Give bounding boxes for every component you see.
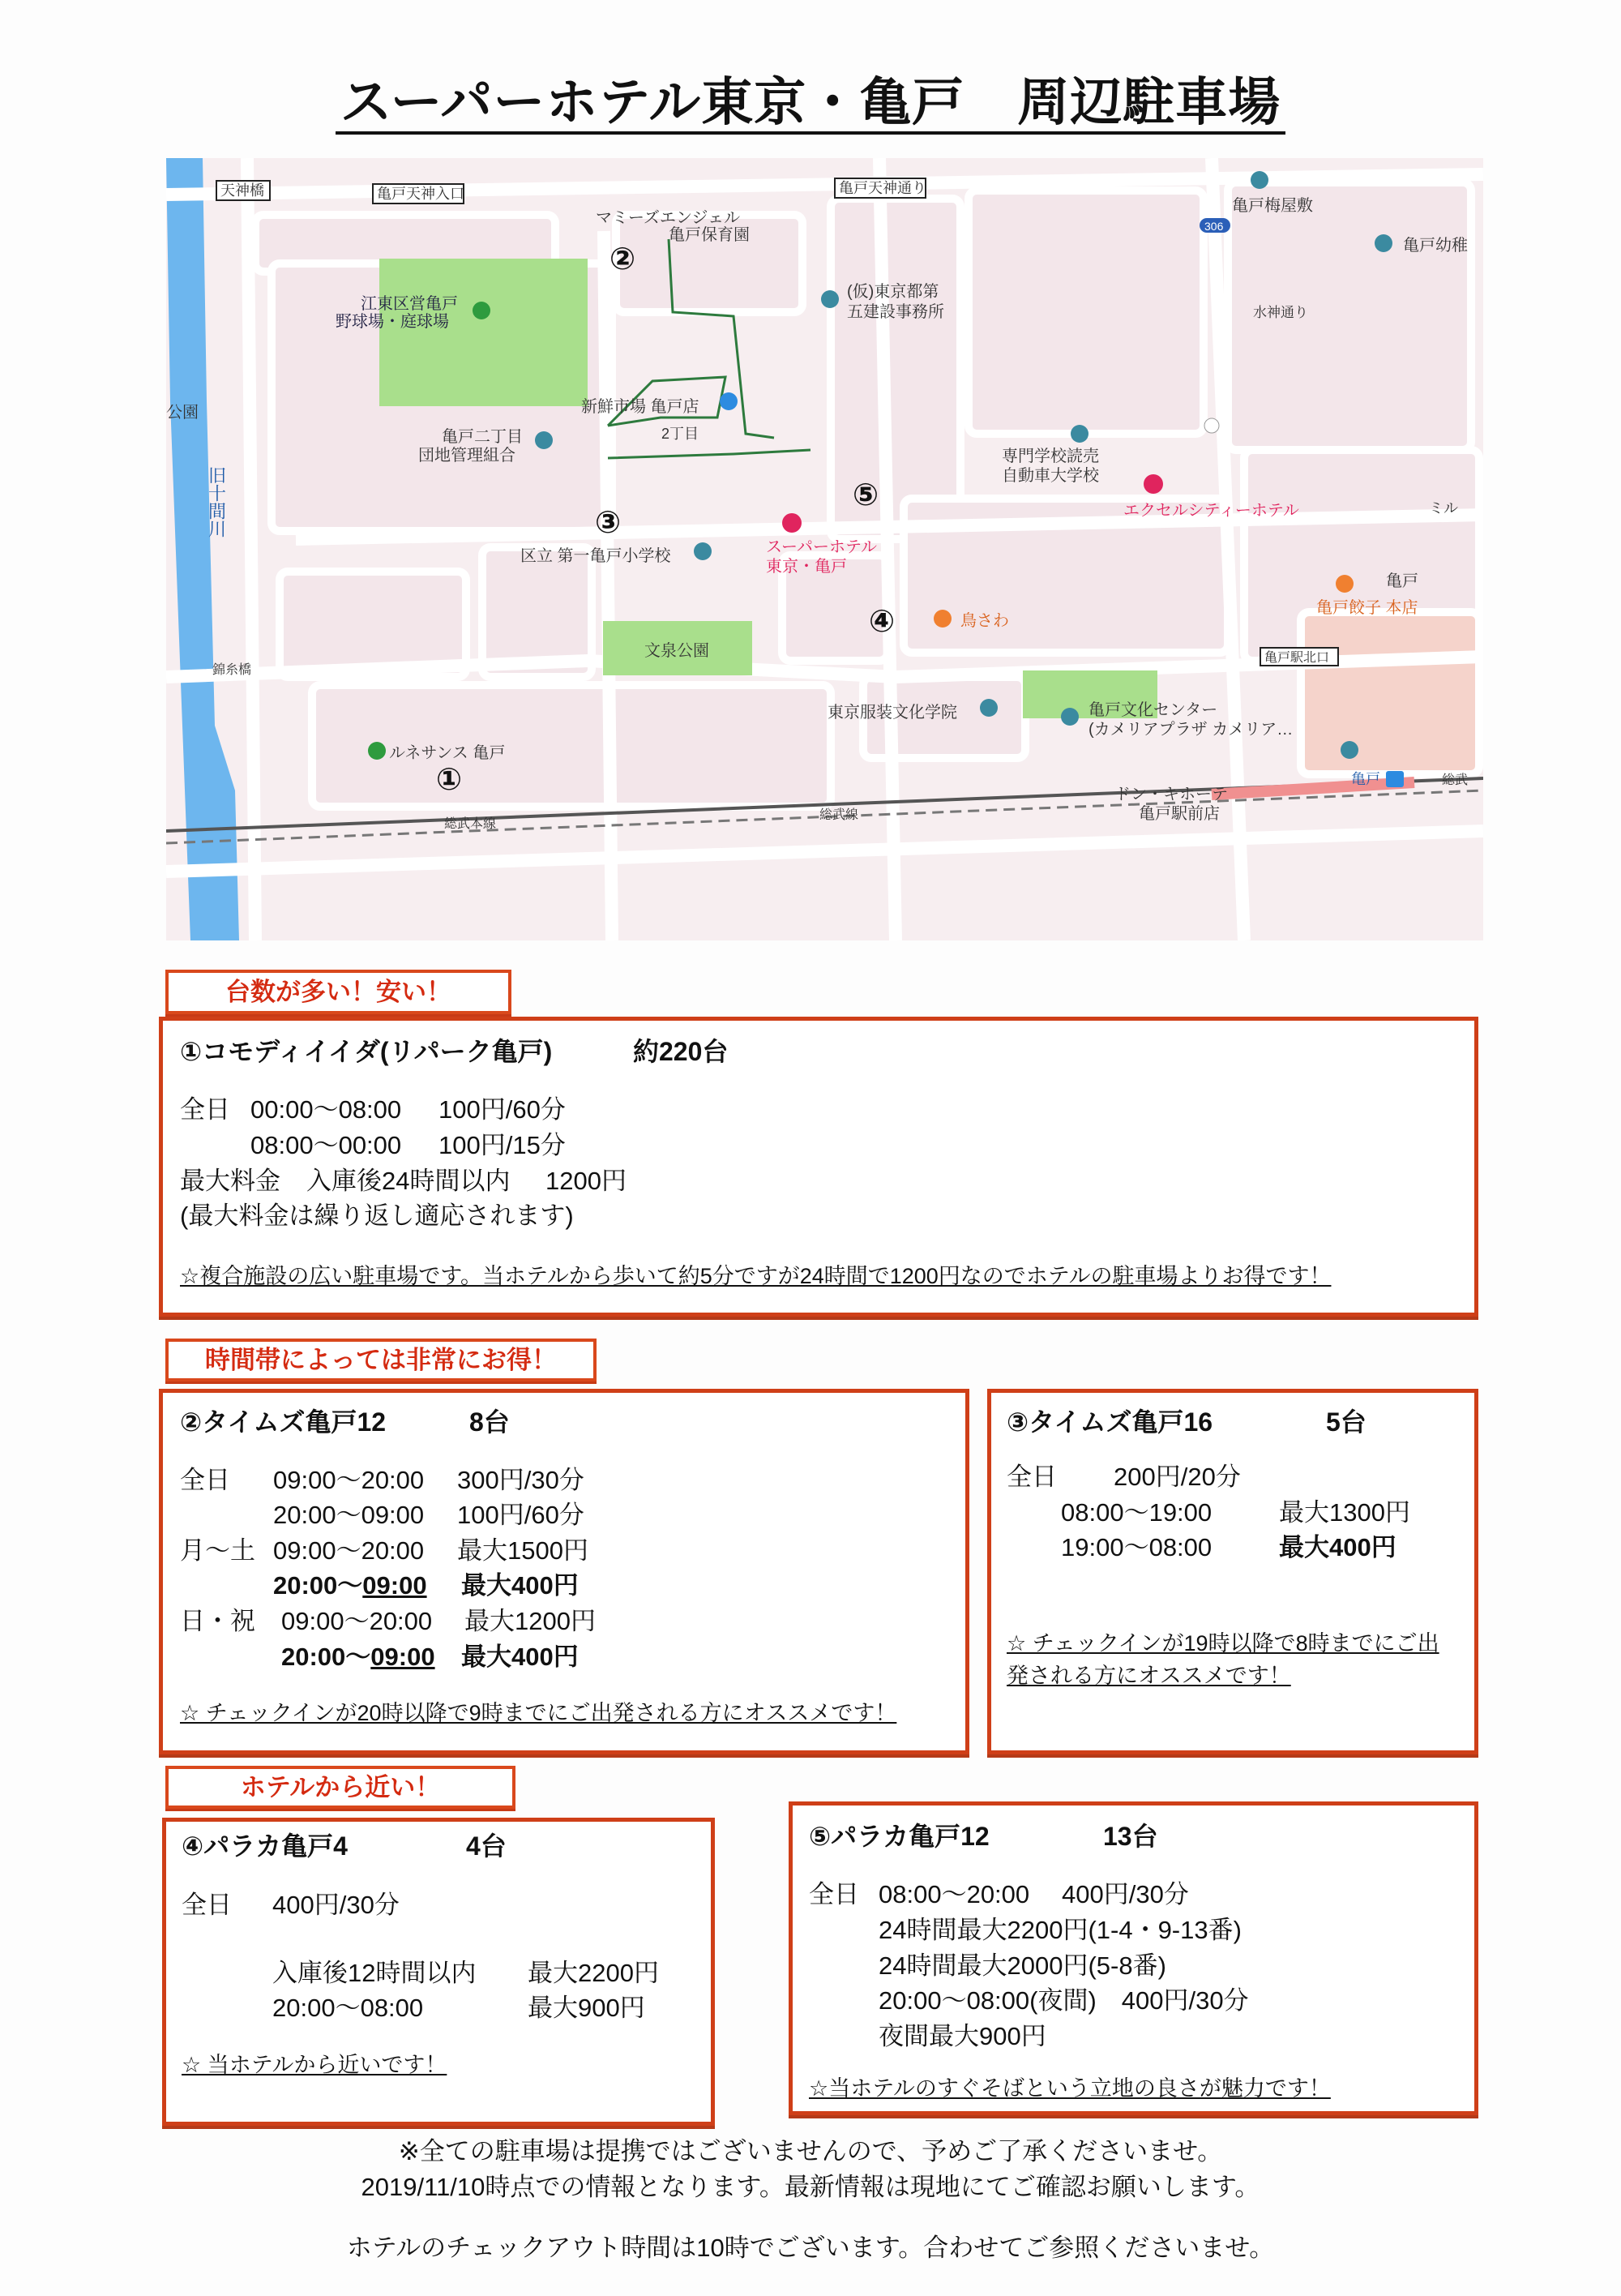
shop-pin-icon [720,392,738,410]
restaurant-pin-icon [1336,575,1354,593]
rate-price: 最大1300円 [1279,1498,1410,1527]
page-title: スーパーホテル東京・亀戸 周辺駐車場 [0,71,1621,134]
rate-price: 100円/60分 [457,1501,584,1529]
rate-price: 200円/20分 [1114,1463,1241,1491]
rate-price: 100円/60分 [438,1095,566,1124]
lot-name: ④パラカ亀戸4 [182,1831,348,1861]
rate-day: 全日 [1007,1463,1057,1491]
place-pin-icon [821,290,839,308]
park-pin-icon [473,302,490,319]
label-bunsen-park: 文泉公園 [644,642,709,660]
restaurant-pin-icon [934,610,952,628]
max-fee-line: 24時間最大2000円(5-8番) [879,1951,1166,1980]
lot-recommendation: ☆ チェックインが20時以降で9時までにご出発される方にオススメです！ [180,1701,897,1725]
gym-pin-icon [368,742,386,760]
label-station-north: 亀戸駅北口 [1264,651,1330,665]
section-label-cheap: 台数が多い！安い！ [165,970,511,1014]
rate-price: 400円/30分 [1062,1880,1189,1908]
station-icon [1386,771,1404,787]
label-station: 亀戸 [1351,771,1380,787]
rate-price: 最大1500円 [457,1536,588,1565]
marker-2: ② [609,242,636,276]
label-river: 旧十間川 [206,466,227,538]
parking-card-2 [159,1389,969,1754]
label-sobu: 総武 [1442,773,1469,787]
marker-4: ④ [869,605,896,639]
rate-time: 19:00～08:00 [1061,1533,1213,1561]
lot-capacity: 8台 [469,1407,510,1437]
lot-capacity: 約220台 [633,1037,729,1066]
parking-card-5 [789,1801,1478,2115]
label-culture-center-1: 亀戸文化センター [1089,701,1218,719]
label-hotel-1: スーパーホテル [766,538,877,556]
label-driving-school-2: 自動車大学校 [1002,467,1099,485]
footer-disclaimer: ※全ての駐車場は提携ではございませんので、予めご了承くださいませ。 [398,2137,1223,2165]
place-pin-icon [1341,741,1358,759]
footer-checkout: ホテルのチェックアウト時間は10時でございます。合わせてご参照くださいませ。 [346,2234,1275,2262]
max-fee-price: 最大2200円 [528,1959,659,1987]
lot-recommendation: ☆ チェックインが19時以降で8時までにご出 [1007,1631,1439,1656]
parking-card-3 [987,1389,1478,1754]
label-construction-1: (仮)東京都第 [847,283,939,301]
parking-card-4 [162,1818,715,2126]
label-tenjinbashi: 天神橋 [220,182,264,199]
rate-day: 全日 [182,1891,232,1919]
time-end: 09:00 [362,1571,427,1600]
rate-time: 08:00～19:00 [1061,1498,1213,1527]
label-ballpark-1: 江東区営亀戸 [361,295,458,313]
route-306-badge: 306 [1204,220,1224,233]
lot-name: ⑤パラカ亀戸12 [809,1822,990,1851]
rate-time: 09:00～20:00 [273,1466,425,1494]
label-school: 区立 第一亀戸小学校 [520,547,671,565]
label-umeyashiki: 亀戸梅屋敷 [1232,197,1313,215]
rate-price: 100円/15分 [438,1131,566,1159]
rate-day: 全日 [809,1880,859,1908]
hotel-pin-icon [782,513,802,533]
label-hotel-2: 東京・亀戸 [766,558,847,576]
label-park-left: 公園 [166,404,199,422]
label-culture-center-2: (カメリアプラザ カメリア… [1089,721,1294,739]
school-pin-icon [1061,708,1079,726]
label-driving-school-1: 専門学校読売 [1002,448,1099,465]
marker-3: ③ [595,506,622,540]
hotel-pin-icon [1144,474,1163,494]
rate-time [281,1643,435,1672]
label-ballpark-2: 野球場・庭球場 [336,313,449,331]
label-torisawa: 鳥さわ [960,612,1009,630]
label-fashion-school: 東京服装文化学院 [828,704,957,722]
school-pin-icon [1375,234,1392,252]
label-sobu-honsen: 総武本線 [444,817,497,831]
rate-time: 09:00～20:00 [281,1607,433,1635]
time-end: 09:00 [370,1643,435,1671]
time-start: 20:00～ [273,1571,363,1600]
place-pin-icon [1251,171,1268,189]
rate-day: 全日 [180,1095,230,1124]
lot-recommendation: ☆ 当ホテルから近いです！ [182,2053,447,2077]
rate-price: 最大400円 [1279,1533,1396,1561]
lot-name: ②タイムズ亀戸12 [180,1407,387,1437]
rate-time: 08:00～00:00 [250,1131,402,1159]
night-max-fee: 夜間最大900円 [879,2022,1046,2050]
label-kinshibashi: 錦糸橋 [212,663,252,677]
parking-card-1 [159,1017,1478,1317]
label-suijin-dori: 水神通り [1253,305,1308,320]
school-pin-icon [1071,425,1089,443]
rate-time: 08:00～20:00 [879,1880,1030,1908]
label-sobu-line: 総武線 [819,808,859,822]
label-renaissance: ルネサンス 亀戸 [389,744,506,762]
rate-price: 最大1200円 [464,1607,596,1635]
place-pin-icon [535,431,553,449]
lot-recommendation: ☆当ホテルのすぐそばという立地の良さが魅力です！ [809,2076,1331,2101]
rate-day: 全日 [180,1466,230,1494]
lot-name: ①コモディイイダ(リパーク亀戸) [180,1037,553,1066]
label-milu: ミル [1429,500,1458,516]
max-fee-price: 1200円 [545,1167,627,1195]
lot-recommendation: ☆複合施設の広い駐車場です。当ホテルから歩いて約5分ですが24時間で1200円なのでホテルの駐車場よりお得です！ [180,1264,1332,1288]
rate-day: 月～土 [180,1536,255,1565]
section-label-time-deal: 時間帯によっては非常にお得！ [165,1339,597,1381]
night-rate: 20:00～08:00(夜間) 400円/30分 [879,1986,1249,2015]
label-donki-1: ドン・キホーテ [1114,786,1228,803]
label-tenjin-dori: 亀戸天神通り [839,180,926,196]
label-danchi-2: 団地管理組合 [418,447,515,465]
lot-capacity: 4台 [466,1831,507,1861]
school-pin-icon [694,542,712,560]
label-fresh-market: 新鮮市場 亀戸店 [581,398,699,416]
rate-price: 300円/30分 [457,1466,584,1494]
label-gyoza: 亀戸餃子 本店 [1316,599,1418,617]
label-donki-2: 亀戸駅前店 [1139,805,1220,823]
marker-1: ① [436,763,463,797]
label-danchi-1: 亀戸二丁目 [442,428,523,446]
lot-name: ③タイムズ亀戸16 [1007,1407,1213,1437]
label-excel-hotel: エクセルシティーホテル [1123,502,1299,520]
lot-recommendation: 発される方にオススメです！ [1007,1664,1291,1688]
marker-5: ⑤ [853,478,879,512]
ballpark-area [379,259,588,406]
rate-time: 00:00～08:00 [250,1095,402,1124]
rate-time: 20:00～08:00 [272,1994,424,2022]
bank-pin-icon [1204,418,1219,433]
rate-price: 最大400円 [461,1643,579,1671]
max-fee-label: 最大料金 [180,1167,280,1195]
label-nichome: 2丁目 [661,426,699,442]
label-mommies-angel: マミーズエンジェル [596,209,741,227]
area-map [166,158,1483,940]
label-kindergarten: 亀戸幼稚 [1403,237,1468,255]
rate-time: 20:00～09:00 [273,1501,425,1529]
section-label-near: ホテルから近い！ [165,1766,515,1809]
label-tenjin-iriguchi: 亀戸天神入口 [377,186,464,202]
max-fee-condition: 入庫後24時間以内 [306,1167,511,1195]
lot-capacity: 5台 [1326,1407,1367,1437]
rate-price: 最大400円 [461,1571,579,1600]
max-fee-line: 24時間最大2200円(1-4・9-13番) [879,1916,1242,1944]
label-kameido: 亀戸 [1386,572,1418,590]
footer-info-date: 2019/11/10時点での情報となります。最新情報は現地にてご確認お願いします。 [361,2173,1260,2201]
rate-day: 日・祝 [180,1607,255,1635]
rate-time: 09:00～20:00 [273,1536,425,1565]
rate-price: 400円/30分 [272,1891,400,1919]
label-nursery: 亀戸保育園 [669,226,750,244]
max-fee-condition: 入庫後12時間以内 [272,1959,477,1987]
label-construction-2: 五建設事務所 [847,303,944,321]
school-pin-icon [980,699,998,717]
rate-time [273,1571,427,1600]
lot-capacity: 13台 [1103,1822,1158,1851]
time-start: 20:00～ [281,1643,371,1671]
max-fee-price: 最大900円 [528,1994,645,2022]
max-fee-note: (最大料金は繰り返し適応されます) [180,1202,574,1230]
